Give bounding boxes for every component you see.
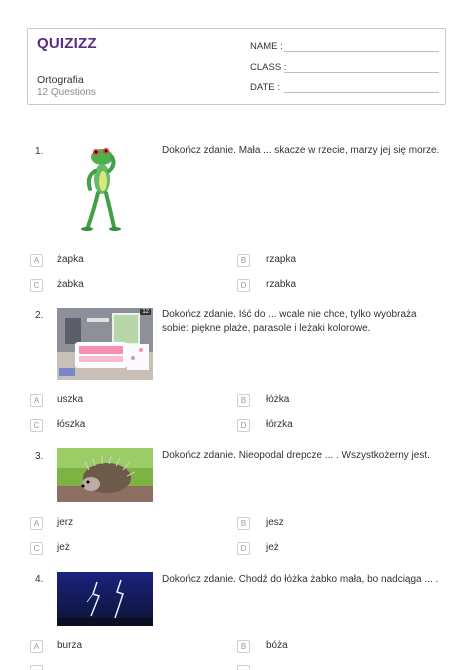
bedroom-image — [57, 308, 153, 380]
class-line — [284, 72, 439, 73]
question-text: Dokończ zdanie. Chodź do łóżka żabko mała, bo nadciąga ... . — [162, 574, 439, 585]
option-text: jesz — [266, 517, 284, 528]
question-text: Dokończ zdanie. Nieopodal drepcze ... . Wszystkożerny jest. — [162, 450, 430, 461]
quizizz-logo: QUIZIZZ — [37, 35, 97, 52]
option-letter: C — [30, 419, 43, 432]
hedgehog-image — [57, 448, 153, 502]
question-number: 1. — [35, 146, 44, 157]
option-letter: D — [237, 419, 250, 432]
date-label: DATE : — [250, 82, 280, 93]
name-label: NAME : — [250, 41, 283, 52]
option-letter: A — [30, 640, 43, 653]
option-text: jeż — [266, 542, 279, 553]
option-letter: B — [237, 254, 250, 267]
class-field[interactable] — [250, 62, 286, 73]
option-text: jeż — [57, 542, 70, 553]
option-text: jerz — [57, 517, 74, 528]
option-letter: A — [30, 517, 43, 530]
worksheet-header — [27, 28, 446, 105]
worksheet-title: Ortografia — [37, 74, 84, 86]
option-text: bóża — [266, 640, 288, 651]
option-letter-box — [237, 665, 250, 670]
question-text: Dokończ zdanie. Mała ... skacze w rzecie, marzy jej się morze. — [162, 145, 440, 156]
option-text: żapka — [57, 254, 84, 265]
storm-image — [57, 572, 153, 626]
option-letter-box — [30, 665, 43, 670]
option-text: łószka — [57, 419, 86, 430]
question-text: Dokończ zdanie. Iść do ... wcale nie chce, tylko wyobraża sobie: piękne plaże, parasole i leżaki kolorowe. — [162, 309, 417, 334]
option-letter: B — [237, 640, 250, 653]
class-label: CLASS : — [250, 62, 287, 73]
question-number: 4. — [35, 574, 44, 585]
option-text: łóżka — [266, 394, 290, 405]
option-text: rzapka — [266, 254, 297, 265]
date-line — [284, 92, 439, 93]
image-badge: 12 — [142, 309, 149, 315]
question-number: 2. — [35, 310, 44, 321]
option-letter: A — [30, 254, 43, 267]
option-letter: C — [30, 542, 43, 555]
frog-image — [78, 143, 124, 233]
question-number: 3. — [35, 451, 44, 462]
option-letter: A — [30, 394, 43, 407]
option-text: burza — [57, 640, 83, 651]
name-line — [284, 51, 439, 52]
option-letter: B — [237, 394, 250, 407]
option-text: żabka — [57, 279, 84, 290]
option-letter: C — [30, 279, 43, 292]
option-letter: D — [237, 542, 250, 555]
name-field[interactable] — [250, 41, 283, 52]
option-text: uszka — [57, 394, 84, 405]
option-letter: B — [237, 517, 250, 530]
date-field[interactable] — [250, 82, 280, 93]
option-text: łórzka — [266, 419, 293, 430]
option-letter: D — [237, 279, 250, 292]
option-text: rzabka — [266, 279, 297, 290]
question-count: 12 Questions — [37, 87, 96, 98]
